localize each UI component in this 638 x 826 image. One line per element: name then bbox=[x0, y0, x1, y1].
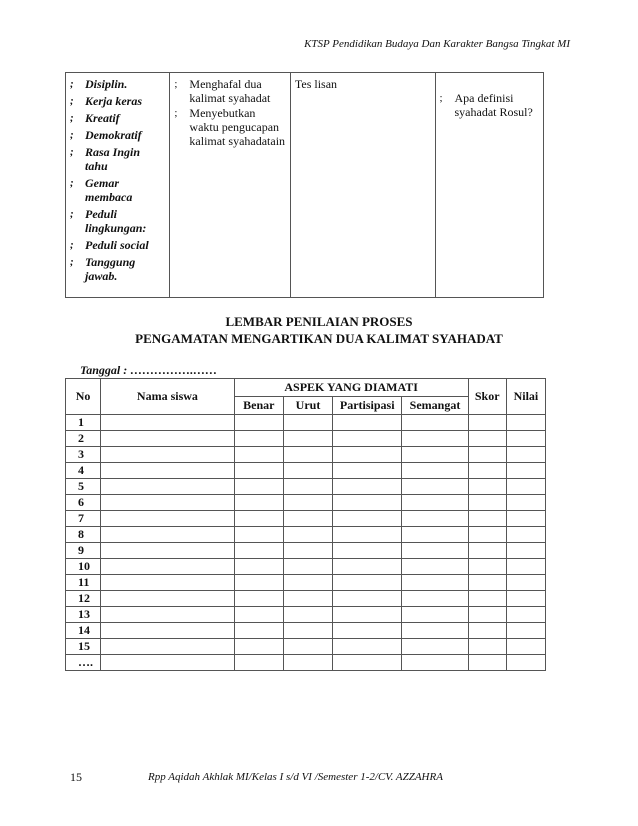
empty-cell bbox=[234, 591, 283, 607]
bullet-mark: ; bbox=[70, 208, 74, 220]
header-skor: Skor bbox=[468, 379, 506, 415]
empty-cell bbox=[402, 575, 468, 591]
bullet-mark: ; bbox=[174, 78, 178, 90]
bullet-mark: ; bbox=[70, 146, 74, 158]
table-header-row bbox=[66, 379, 546, 397]
empty-cell bbox=[234, 623, 283, 639]
empty-cell bbox=[283, 623, 332, 639]
empty-cell bbox=[283, 415, 332, 431]
empty-cell bbox=[283, 639, 332, 655]
row-number: 2 bbox=[66, 431, 101, 447]
bullet-mark: ; bbox=[70, 239, 74, 251]
empty-cell bbox=[101, 543, 235, 559]
table-row bbox=[66, 575, 546, 591]
table-row bbox=[66, 591, 546, 607]
empty-cell bbox=[468, 511, 506, 527]
empty-cell bbox=[234, 607, 283, 623]
list-item-text: Rasa Ingin tahu bbox=[85, 145, 141, 173]
empty-cell bbox=[234, 559, 283, 575]
empty-cell bbox=[333, 543, 402, 559]
list-item-text: Kreatif bbox=[85, 111, 120, 125]
list-item-text: Gemar membaca bbox=[85, 176, 133, 204]
bullet-mark: ; bbox=[70, 95, 74, 107]
empty-cell bbox=[468, 495, 506, 511]
empty-cell bbox=[283, 495, 332, 511]
table-row bbox=[66, 431, 546, 447]
empty-cell bbox=[506, 463, 545, 479]
empty-cell bbox=[506, 431, 545, 447]
row-number: 6 bbox=[66, 495, 101, 511]
empty-cell bbox=[101, 591, 235, 607]
date-line: Tanggal : …………….…… bbox=[80, 363, 218, 377]
bullet-mark: ; bbox=[70, 177, 74, 189]
row-number: 14 bbox=[66, 623, 101, 639]
empty-cell bbox=[283, 511, 332, 527]
list-item bbox=[70, 111, 165, 125]
empty-cell bbox=[333, 607, 402, 623]
empty-cell bbox=[333, 495, 402, 511]
empty-cell bbox=[402, 559, 468, 575]
empty-cell bbox=[234, 527, 283, 543]
empty-cell bbox=[283, 431, 332, 447]
empty-cell bbox=[234, 639, 283, 655]
empty-cell bbox=[333, 511, 402, 527]
row-number: 1 bbox=[66, 415, 101, 431]
empty-cell bbox=[333, 655, 402, 671]
empty-cell bbox=[506, 543, 545, 559]
bullet-mark: ; bbox=[70, 112, 74, 124]
empty-cell bbox=[333, 623, 402, 639]
empty-cell bbox=[283, 575, 332, 591]
empty-cell bbox=[402, 623, 468, 639]
empty-cell bbox=[402, 591, 468, 607]
empty-cell bbox=[283, 479, 332, 495]
row-number: 4 bbox=[66, 463, 101, 479]
empty-cell bbox=[101, 607, 235, 623]
row-number: 15 bbox=[66, 639, 101, 655]
empty-cell bbox=[468, 607, 506, 623]
empty-cell bbox=[283, 463, 332, 479]
empty-cell bbox=[101, 511, 235, 527]
empty-cell bbox=[468, 655, 506, 671]
bullet-mark: ; bbox=[174, 107, 178, 119]
footer-text: Rpp Aqidah Akhlak MI/Kelas I s/d VI /Semester 1-2/CV. AZZAHRA bbox=[148, 771, 443, 783]
empty-cell bbox=[101, 495, 235, 511]
empty-cell bbox=[234, 511, 283, 527]
empty-cell bbox=[468, 575, 506, 591]
empty-cell bbox=[506, 591, 545, 607]
row-number: 13 bbox=[66, 607, 101, 623]
empty-cell bbox=[234, 655, 283, 671]
empty-cell bbox=[333, 479, 402, 495]
empty-cell bbox=[402, 415, 468, 431]
list-item-text: Tanggung jawab. bbox=[85, 255, 136, 283]
empty-cell bbox=[506, 655, 545, 671]
table-row bbox=[66, 559, 546, 575]
empty-cell bbox=[333, 559, 402, 575]
empty-cell bbox=[402, 479, 468, 495]
form-title: LEMBAR PENILAIAN PROSES bbox=[225, 314, 413, 329]
empty-cell bbox=[506, 479, 545, 495]
header-benar: Benar bbox=[234, 397, 283, 415]
bullet-mark: ; bbox=[70, 256, 74, 268]
empty-cell bbox=[402, 543, 468, 559]
empty-cell bbox=[333, 415, 402, 431]
table-row bbox=[66, 543, 546, 559]
empty-cell bbox=[468, 639, 506, 655]
empty-cell bbox=[283, 543, 332, 559]
row-number: 11 bbox=[66, 575, 101, 591]
empty-cell bbox=[506, 495, 545, 511]
list-item-text: Peduli social bbox=[85, 238, 149, 252]
empty-cell bbox=[333, 575, 402, 591]
header-nama-siswa: Nama siswa bbox=[101, 379, 235, 415]
row-number: 7 bbox=[66, 511, 101, 527]
list-item-text: Menyebutkan waktu pengucapan kalimat syahadatain bbox=[189, 106, 286, 148]
empty-cell bbox=[506, 511, 545, 527]
row-number: 9 bbox=[66, 543, 101, 559]
empty-cell bbox=[506, 527, 545, 543]
technique-cell: Tes lisan bbox=[290, 73, 435, 298]
empty-cell bbox=[333, 527, 402, 543]
row-number: 10 bbox=[66, 559, 101, 575]
header-semangat: Semangat bbox=[402, 397, 468, 415]
empty-cell bbox=[468, 527, 506, 543]
empty-cell bbox=[283, 655, 332, 671]
list-item bbox=[70, 77, 165, 91]
empty-cell bbox=[283, 607, 332, 623]
list-item-text: Apa definisi syahadat Rosul? bbox=[454, 91, 533, 119]
empty-cell bbox=[101, 639, 235, 655]
empty-cell bbox=[402, 431, 468, 447]
row-number: 12 bbox=[66, 591, 101, 607]
empty-cell bbox=[234, 447, 283, 463]
empty-cell bbox=[402, 511, 468, 527]
empty-cell bbox=[234, 463, 283, 479]
empty-cell bbox=[234, 431, 283, 447]
header-nilai: Nilai bbox=[506, 379, 545, 415]
empty-cell bbox=[234, 415, 283, 431]
empty-cell bbox=[333, 447, 402, 463]
table-row bbox=[66, 607, 546, 623]
question-cell bbox=[435, 73, 544, 298]
empty-cell bbox=[468, 463, 506, 479]
empty-cell bbox=[283, 527, 332, 543]
list-item bbox=[70, 145, 165, 173]
empty-cell bbox=[506, 639, 545, 655]
list-item bbox=[440, 91, 540, 119]
empty-cell bbox=[101, 415, 235, 431]
empty-cell bbox=[402, 447, 468, 463]
list-item bbox=[70, 207, 165, 235]
empty-cell bbox=[333, 639, 402, 655]
empty-cell bbox=[506, 623, 545, 639]
empty-cell bbox=[468, 479, 506, 495]
row-number: 3 bbox=[66, 447, 101, 463]
header-partisipasi: Partisipasi bbox=[333, 397, 402, 415]
empty-cell bbox=[283, 559, 332, 575]
empty-cell bbox=[101, 575, 235, 591]
row-number: …. bbox=[66, 655, 101, 671]
traits-cell bbox=[66, 73, 170, 298]
bullet-mark: ; bbox=[70, 78, 74, 90]
empty-cell bbox=[402, 607, 468, 623]
list-item bbox=[174, 106, 285, 148]
empty-cell bbox=[468, 591, 506, 607]
empty-cell bbox=[506, 559, 545, 575]
row-number: 8 bbox=[66, 527, 101, 543]
table-row bbox=[66, 655, 546, 671]
empty-cell bbox=[101, 463, 235, 479]
bullet-mark: ; bbox=[70, 129, 74, 141]
empty-cell bbox=[101, 623, 235, 639]
empty-cell bbox=[234, 575, 283, 591]
empty-cell bbox=[506, 415, 545, 431]
table-row bbox=[66, 527, 546, 543]
observation-grid bbox=[65, 378, 546, 671]
list-item bbox=[70, 176, 165, 204]
header-urut: Urut bbox=[283, 397, 332, 415]
bullet-mark: ; bbox=[439, 92, 443, 104]
list-item bbox=[70, 255, 165, 283]
empty-cell bbox=[283, 591, 332, 607]
header-aspek: ASPEK YANG DIAMATI bbox=[234, 379, 468, 397]
empty-cell bbox=[468, 431, 506, 447]
table-row bbox=[66, 447, 546, 463]
empty-cell bbox=[402, 527, 468, 543]
empty-cell bbox=[402, 639, 468, 655]
form-subtitle: PENGAMATAN MENGARTIKAN DUA KALIMAT SYAHADAT bbox=[135, 331, 503, 346]
empty-cell bbox=[506, 447, 545, 463]
empty-cell bbox=[402, 463, 468, 479]
list-item-text: Peduli lingkungan: bbox=[85, 207, 147, 235]
list-item-text: Kerja keras bbox=[85, 94, 142, 108]
empty-cell bbox=[333, 463, 402, 479]
list-item-text: Disiplin. bbox=[85, 77, 128, 91]
empty-cell bbox=[283, 447, 332, 463]
list-item bbox=[174, 77, 285, 105]
empty-cell bbox=[402, 495, 468, 511]
table-row bbox=[66, 463, 546, 479]
empty-cell bbox=[101, 655, 235, 671]
empty-cell bbox=[101, 431, 235, 447]
table-row bbox=[66, 623, 546, 639]
table-row bbox=[66, 511, 546, 527]
empty-cell bbox=[333, 431, 402, 447]
table-row bbox=[66, 415, 546, 431]
page-header: KTSP Pendidikan Budaya Dan Karakter Bangsa Tingkat MI bbox=[304, 38, 570, 50]
empty-cell bbox=[234, 479, 283, 495]
empty-cell bbox=[101, 559, 235, 575]
empty-cell bbox=[468, 415, 506, 431]
empty-cell bbox=[506, 607, 545, 623]
empty-cell bbox=[468, 447, 506, 463]
table-row bbox=[66, 73, 544, 298]
row-number: 5 bbox=[66, 479, 101, 495]
header-no: No bbox=[66, 379, 101, 415]
empty-cell bbox=[234, 543, 283, 559]
assessment-table bbox=[65, 72, 544, 298]
empty-cell bbox=[468, 543, 506, 559]
table-row bbox=[66, 479, 546, 495]
indicators-cell bbox=[170, 73, 290, 298]
table-row bbox=[66, 639, 546, 655]
list-item-text: Demokratif bbox=[85, 128, 142, 142]
empty-cell bbox=[333, 591, 402, 607]
list-item bbox=[70, 128, 165, 142]
list-item bbox=[70, 238, 165, 252]
list-item-text: Menghafal dua kalimat syahadat bbox=[189, 77, 271, 105]
empty-cell bbox=[101, 479, 235, 495]
empty-cell bbox=[101, 447, 235, 463]
empty-cell bbox=[234, 495, 283, 511]
list-item bbox=[70, 94, 165, 108]
empty-cell bbox=[468, 559, 506, 575]
empty-cell bbox=[506, 575, 545, 591]
empty-cell bbox=[402, 655, 468, 671]
empty-cell bbox=[101, 527, 235, 543]
page-number: 15 bbox=[70, 770, 82, 784]
empty-cell bbox=[468, 623, 506, 639]
table-row bbox=[66, 495, 546, 511]
